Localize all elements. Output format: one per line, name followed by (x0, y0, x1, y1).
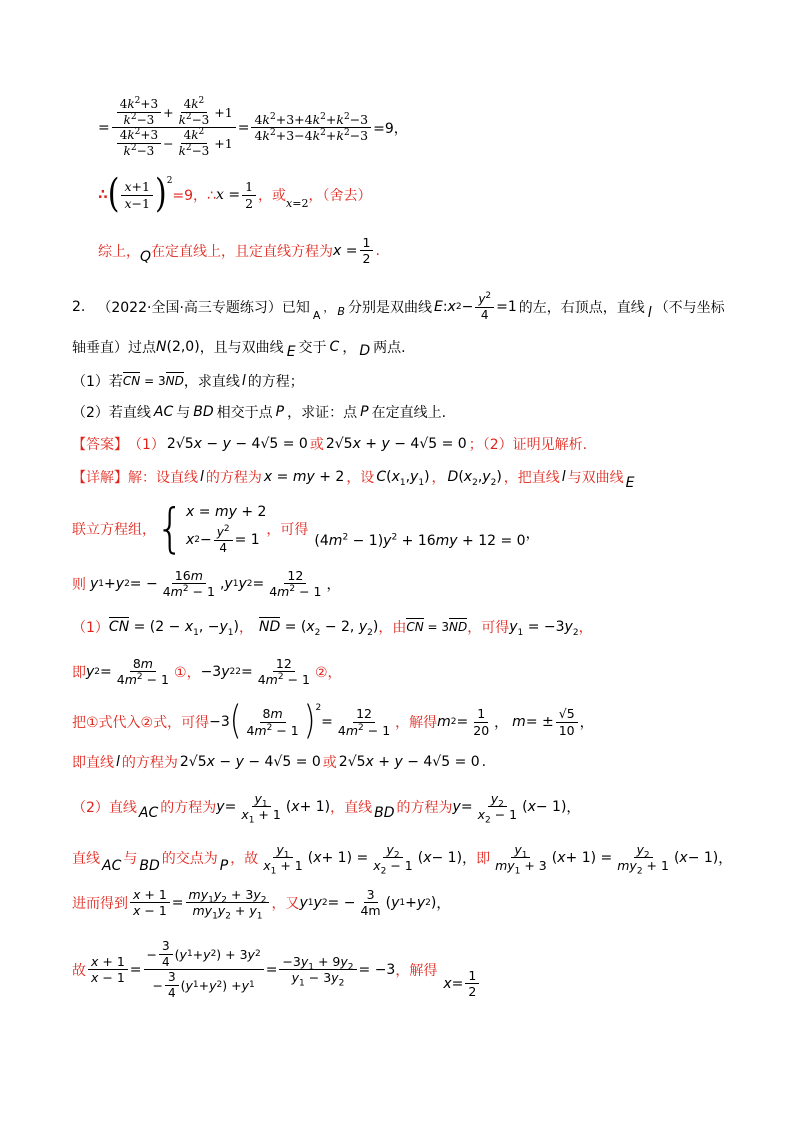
problem-2-line-2: 轴垂直）过点 N(2,0) ，且与双曲线 E 交于 C ， D 两点. (72, 339, 406, 360)
part-1-vectors: （1） CN = ($2 - x_1$, $-y_1$) ， ND = ($x_2 - 2$, $y_2$) ，由 CN = 3ND ，可得 $y_1 = -3y_2$ ， (72, 619, 593, 638)
part-1-sub: 把①式代入②式，可得 −3 ( $\frac{8m}{4m^2 - 1}$ ) $^2$ = $\frac{12}{4m^2 - 1}$ ，解得 m 2 = $\frac{1}{20}$ ， m = ± $\frac{√5}{10}$ ， (72, 698, 594, 745)
detail-tag: 【详解】 (72, 470, 128, 486)
line-2-or: ，或 (258, 188, 287, 204)
part-2-final: 故 $\frac{x + 1}{x - 1}$ = − $\frac{3}{4}$ ( y 1 + y 2 ) + 3 y 2 − $\frac{3}{4}$ ( y 1 + y 2 ) + y 1 = $\frac{-3y_1 + 9y_2}{y_1 - 3y_2}$ = −3 ，解得 x = $\frac{1}{2}$ (72, 940, 481, 999)
conclusion-prefix: 综上， (98, 243, 140, 260)
system-line: 联立方程组， { x = my + 2 x 2 − $\frac{y^2}{4}$ = 1 ，可得 $(4m^2 - 1)y^2 + 16my + 12 = 0$ ， (72, 497, 540, 560)
question-2: （2）若直线 AC 与 BD 相交于点 P ，求证：点 P 在定直线上. (72, 404, 447, 421)
part-1-result: 即直线 l 的方程为 2√5x − y − 4√5 = 0 或 2√5x + y − 4√5 = 0 . (72, 754, 487, 771)
part-1-eq: 即 y 2 = $\frac{8m}{4m^2 - 1}$ ①， −3 y 2 2 = $\frac{12}{4m^2 - 1}$ ②， (72, 656, 342, 688)
question-1: （1）若 CN = 3ND ，求直线 l 的方程； (72, 373, 304, 390)
problem-source: （2022·全国·高三专题练习） (97, 300, 282, 317)
part-2-intersection: 直线 AC 与 BD 的交点为 P ，故 $\frac{y_1}{x_1 + 1}$ ( x + 1) = $\frac{y_2}{x_2 - 1}$ ( x − 1) ， 即 $\frac{y_1}{my_1 + 3}$ ( x + 1) = $\frac{y_2}{my_2 + 1}$ ( x − 1) ， (72, 842, 733, 877)
derivation-line-1: = $\frac{4k^2+3}{k^2-3}$ + $\frac{4k^2}{k^2-3}$ +1 $\frac{4k^2+3}{k^2-3}$ − $\frac{4k^2}{k^2-3}$ +1 = $\frac{4k^2+3+4k^2+k^2-3}{4k^2+3-4k^2+k^2-3}$ =9， (98, 96, 408, 158)
answer-line: 【答案】 （1） 2√5x − y − 4√5 = 0 或 2√5x + y − 4√5 = 0 ；（2）证明见解析. (72, 436, 588, 453)
conclusion-line: 综上， Q 在定直线上，且定直线方程为 x = $\frac{1}{2}$ . (98, 235, 380, 267)
line-1-result: =9， (373, 120, 408, 137)
problem-number: 2. (72, 299, 86, 316)
complex-fraction: $\frac{4k^2+3}{k^2-3}$ + $\frac{4k^2}{k^2-3}$ +1 $\frac{4k^2+3}{k^2-3}$ − $\frac{4k^2}{k^2-3}$ +1 (112, 98, 236, 157)
detail-line-1: 【详解】 解：设直线 l 的方程为 x = my + 2 ，设 $C(x_1,y_1)$ ， $D(x_2,y_2)$ ，把直线 l 与双曲线 E (72, 469, 635, 491)
derivation-line-2: ∴ ( $\frac{x+1}{x-1}$ ) $^2$ =9，∴ x = $\frac{1}{2}$ ，或 x=2 ，（舍去） (98, 171, 372, 218)
therefore-symbol: ∴ (98, 187, 108, 203)
part-2-ratio: 进而得到 $\frac{x + 1}{x - 1}$ = $\frac{my_1y_2 + 3y_2}{my_1y_2 + y_1}$ ，又 y 1 y 2 = − $\frac{3}{4m}$ ( y 1 + y 2 ) ， (72, 887, 451, 922)
part-2-lines: （2）直线 AC 的方程为 y = $\frac{y_1}{x_1 + 1}$ ( x + 1) ，直线 BD 的方程为 y = $\frac{y_2}{x_2 - 1}$ ( x − 1) ， (72, 791, 581, 826)
vieta-line: 则 y 1 + y 2 = − $\frac{16m}{4m^2 - 1}$ , y 1 y 2 = $\frac{12}{4m^2 - 1}$ ， (72, 568, 341, 600)
conclusion-text: 在定直线上，且定直线方程为 (151, 243, 334, 260)
line-2-mid: =9，∴ (172, 188, 216, 204)
problem-2-line-1: 2. （2022·全国·高三专题练习） 已知 A ， B 分别是双曲线 E : x 2 − $\frac{y^2}{4}$ =1 的左，右顶点，直线 l （不与坐标 (72, 291, 725, 322)
line-2-rejected: ，（舍去） (308, 188, 372, 204)
answer-tag: 【答案】 (72, 437, 128, 453)
